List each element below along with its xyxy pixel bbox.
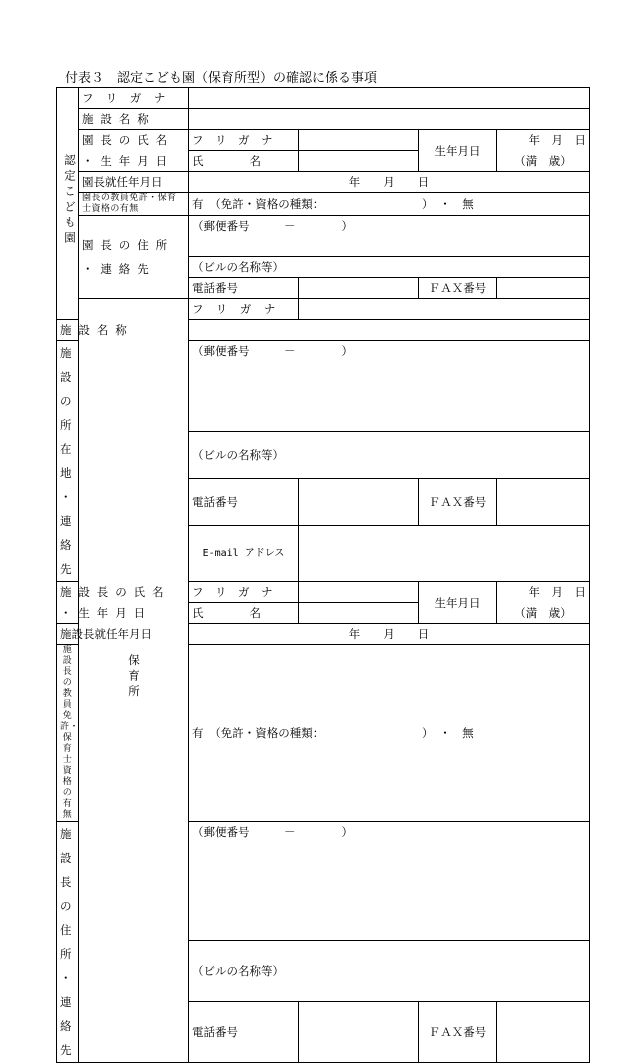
label-fax: ＦＡＸ番号 bbox=[419, 278, 497, 299]
label-principal-birth: ・生年月日 bbox=[79, 151, 189, 172]
label-name: 氏 名 bbox=[189, 151, 299, 172]
head-name-input[interactable] bbox=[299, 603, 419, 624]
label-email: E-mail アドレス bbox=[189, 526, 299, 582]
label-phone-2: 電話番号 bbox=[189, 479, 299, 526]
principal-fax-input[interactable] bbox=[497, 278, 590, 299]
appointment-date-input[interactable]: 年 月 日 bbox=[189, 172, 590, 193]
head-postal-input[interactable]: （郵便番号 － ） bbox=[189, 822, 590, 941]
label-license-2: 施設長の教員免許・保育士資格の有無 bbox=[57, 645, 79, 822]
head-furigana-input[interactable] bbox=[299, 582, 419, 603]
email-input[interactable] bbox=[299, 526, 590, 582]
label-appointment-date-2: 施設長就任年月日 bbox=[57, 624, 79, 645]
label-principal-address: 園長の住所 ・連絡先 bbox=[79, 216, 189, 299]
label-furigana-short-2: フ リ ガ ナ bbox=[189, 582, 299, 603]
facility-name-input[interactable] bbox=[189, 109, 590, 130]
label-birth-date-2: 生年月日 bbox=[419, 582, 497, 624]
head-fax-input[interactable] bbox=[497, 1002, 590, 1063]
appointment-date-input-2[interactable]: 年 月 日 bbox=[189, 624, 590, 645]
form-title: 付表３ 認定こども園（保育所型）の確認に係る事項 bbox=[65, 71, 378, 86]
label-facility-name: 施設名称 bbox=[79, 109, 189, 130]
label-head-birth: ・生年月日 bbox=[57, 603, 79, 624]
label-fax-3: ＦＡＸ番号 bbox=[419, 1002, 497, 1063]
confirmation-form-table bbox=[56, 87, 590, 1063]
label-name-2: 氏 名 bbox=[189, 603, 299, 624]
principal-phone-input[interactable] bbox=[299, 278, 419, 299]
label-phone-3: 電話番号 bbox=[189, 1002, 299, 1063]
facility-name-input-2[interactable] bbox=[189, 320, 590, 341]
head-phone-input[interactable] bbox=[299, 1002, 419, 1063]
facility-fax-input[interactable] bbox=[497, 479, 590, 526]
label-ymd: 年 月 日 bbox=[497, 130, 590, 151]
label-furigana-short: フ リ ガ ナ bbox=[189, 130, 299, 151]
label-head-name: 施設長の氏名 bbox=[57, 582, 79, 603]
label-fax-2: ＦＡＸ番号 bbox=[419, 479, 497, 526]
principal-postal-input[interactable]: （郵便番号 － ） bbox=[189, 216, 590, 257]
license-input[interactable]: 有 （免許・資格の種類： ） ・ 無 bbox=[189, 193, 590, 216]
furigana-input[interactable] bbox=[189, 88, 590, 109]
section-label-kodomoen: 認定こども園 bbox=[57, 88, 79, 320]
label-age: （満 歳） bbox=[497, 151, 590, 172]
label-furigana: フリガナ bbox=[79, 88, 189, 109]
label-facility-name-2: 施設名称 bbox=[57, 320, 79, 341]
label-phone: 電話番号 bbox=[189, 278, 299, 299]
label-furigana-2: フリガナ bbox=[189, 299, 299, 320]
facility-postal-input[interactable]: （郵便番号 － ） bbox=[189, 341, 590, 432]
section-label-hoikusho: 保育所 bbox=[79, 299, 189, 1063]
label-head-address: 施設長の住所 ・連絡先 bbox=[57, 822, 79, 1063]
label-license: 園長の教員免許・保育士資格の有無 bbox=[79, 193, 189, 216]
head-building-input[interactable]: （ビルの名称等） bbox=[189, 941, 590, 1002]
label-birth-date: 生年月日 bbox=[419, 130, 497, 172]
principal-furigana-input[interactable] bbox=[299, 130, 419, 151]
license-input-2[interactable]: 有 （免許・資格の種類： ） ・ 無 bbox=[189, 645, 590, 822]
label-principal-name: 園長の氏名 bbox=[79, 130, 189, 151]
principal-name-input[interactable] bbox=[299, 151, 419, 172]
label-age-2: （満 歳） bbox=[497, 603, 590, 624]
label-facility-location: 施設の所在地 ・連絡先 bbox=[57, 341, 79, 582]
label-appointment-date: 園長就任年月日 bbox=[79, 172, 189, 193]
principal-building-input[interactable]: （ビルの名称等） bbox=[189, 257, 590, 278]
facility-phone-input[interactable] bbox=[299, 479, 419, 526]
label-ymd-2: 年 月 日 bbox=[497, 582, 590, 603]
furigana-input-2[interactable] bbox=[299, 299, 590, 320]
facility-building-input[interactable]: （ビルの名称等） bbox=[189, 432, 590, 479]
